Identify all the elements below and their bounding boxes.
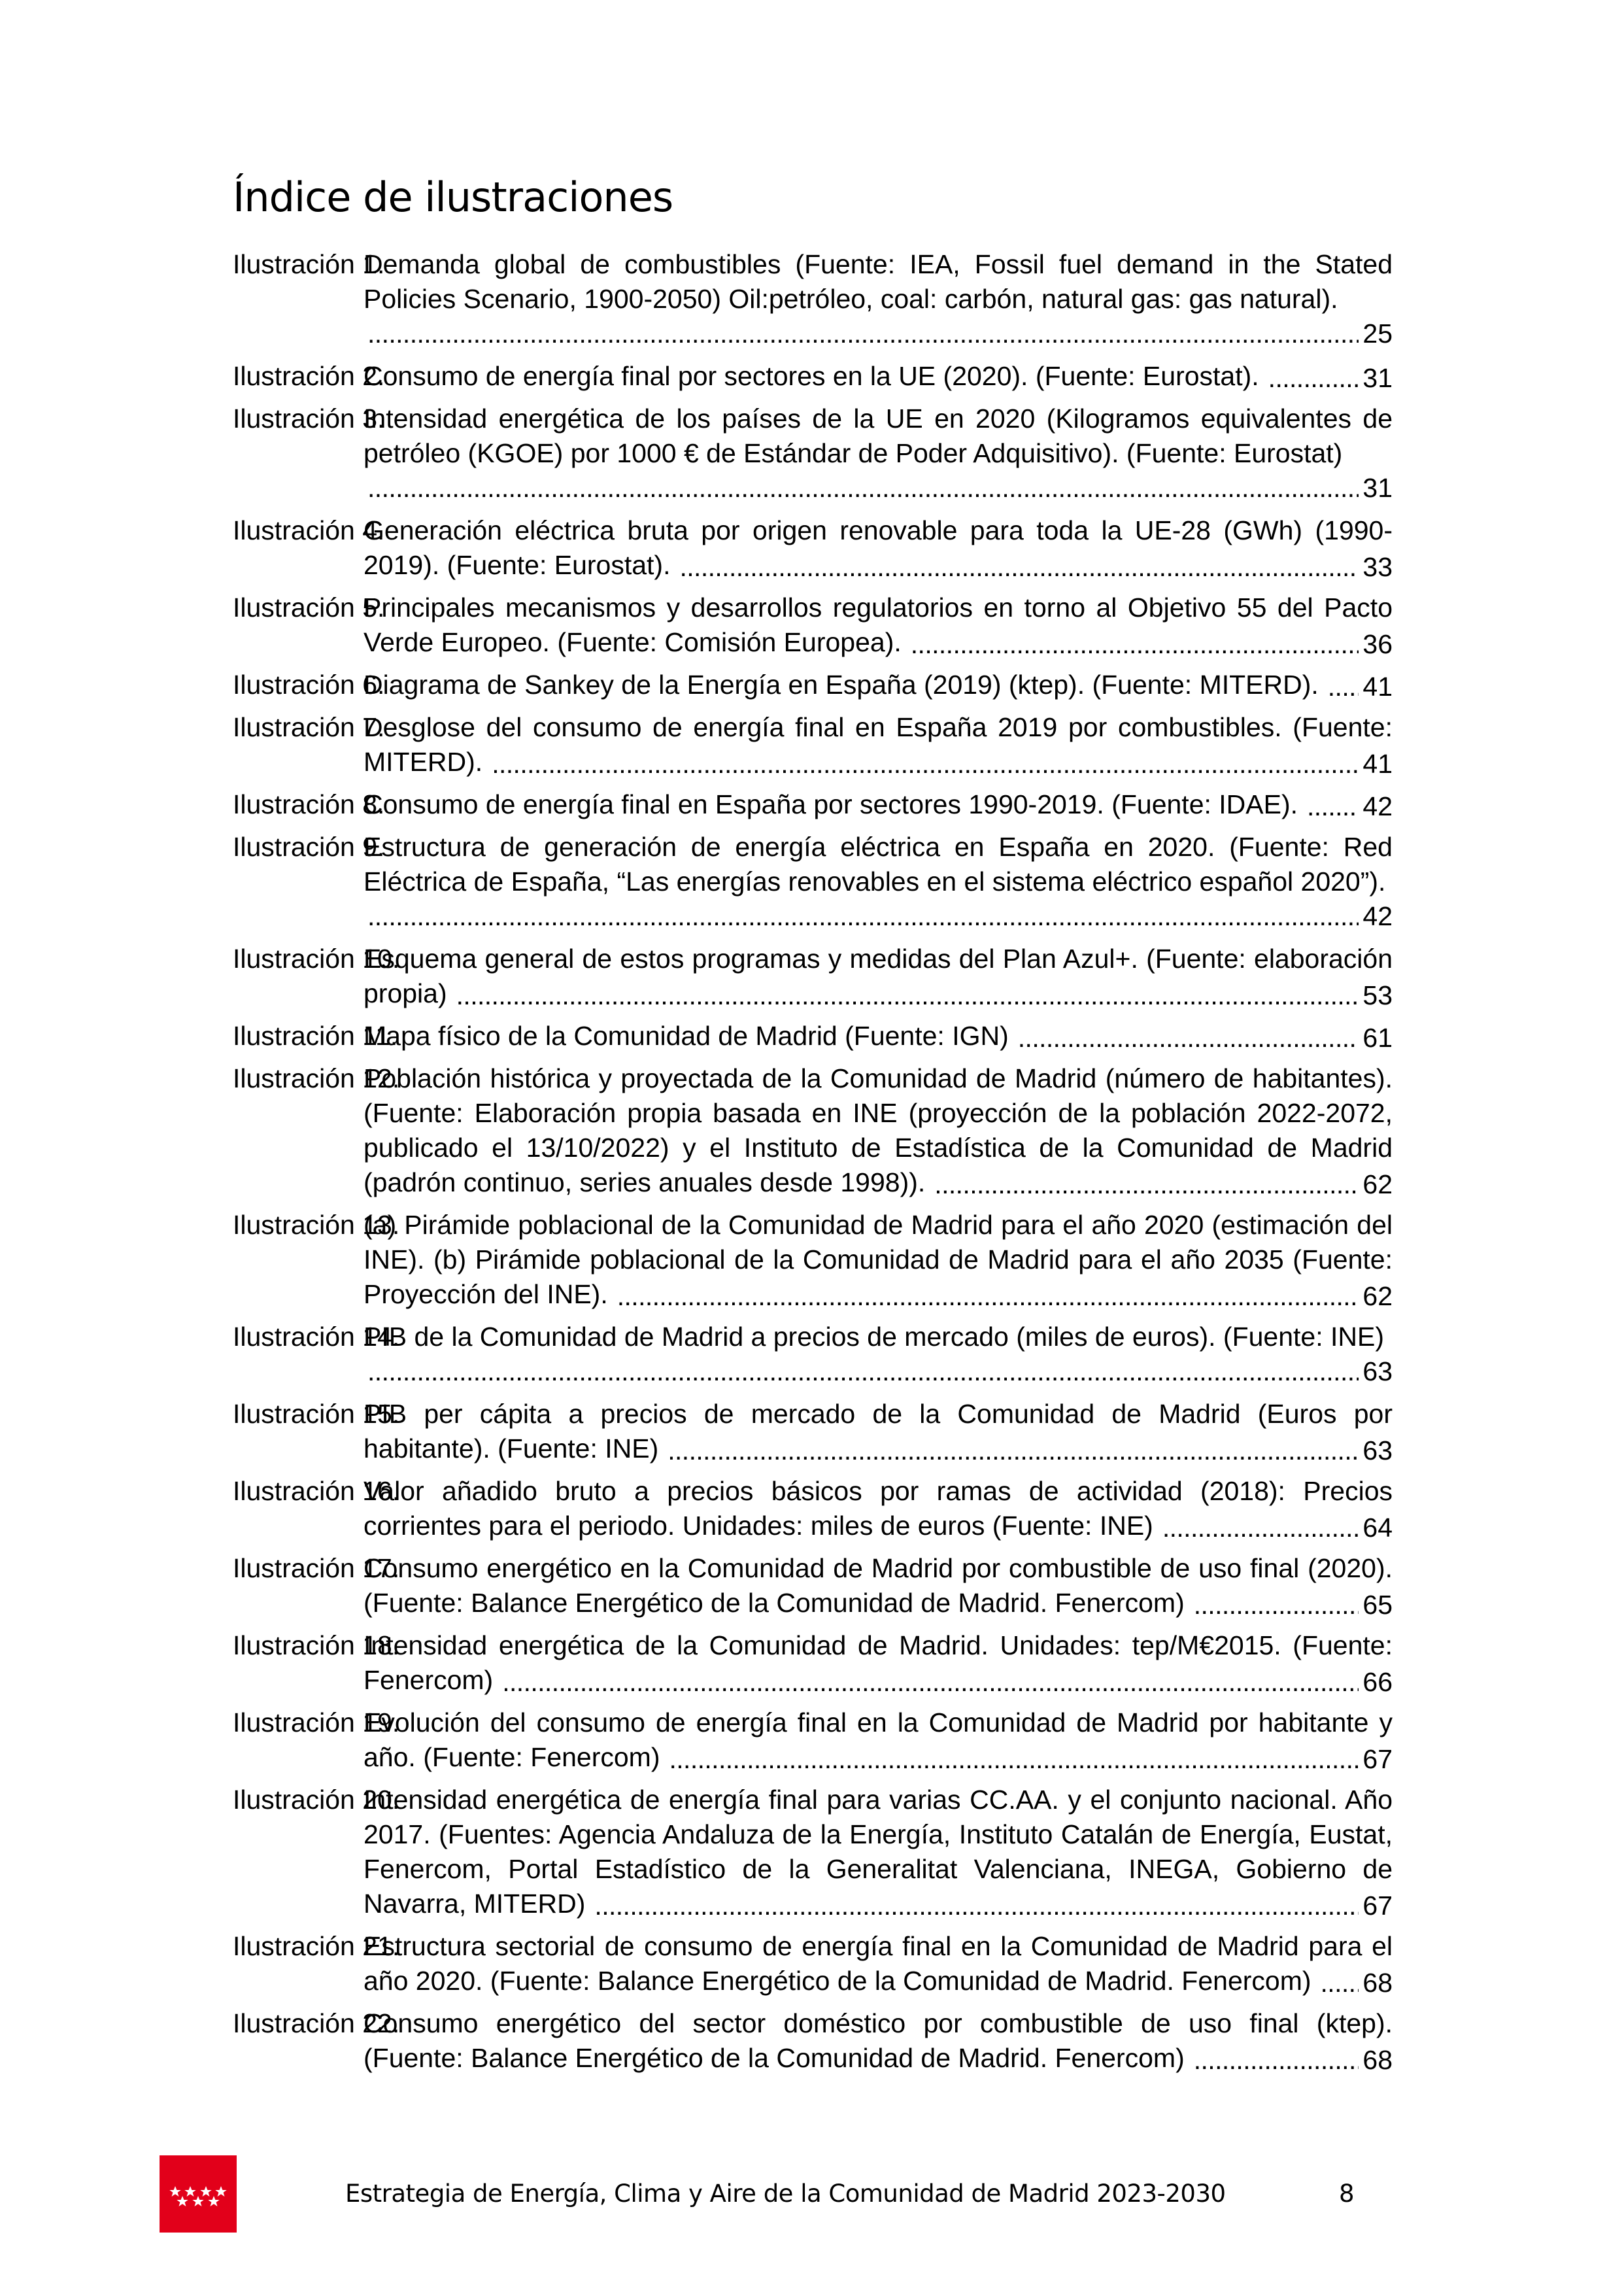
toc-entry[interactable]: [233, 710, 1393, 779]
page-title: Índice de ilustraciones: [233, 173, 673, 221]
dot-leader: [367, 317, 1359, 351]
toc-entry-label: Ilustración 4.: [233, 515, 385, 545]
dot-leader: [367, 471, 1359, 505]
toc-entry-caption: Intensidad energética de los países de la UE en 2020 (Kilogramos equivalentes de petróleo (KGOE) por 1000 € de Estándar de Poder Adquisitivo). (Fuente: Eurostat): [364, 403, 1393, 468]
toc-entry-caption: Intensidad energética de energía final para varias CC.AA. y el conjunto nacional. Año 2017. (Fuentes: Agencia Andaluza de la Energía, Instituto Catalán de Energía, Eustat, Fenercom, Portal Estadístico de la Generalitat Valenciana, INEGA, Gobierno de Navarra, MITERD): [364, 1785, 1393, 1919]
toc-entry-leader-line: [1190, 2043, 1393, 2078]
toc-entry-page: 62: [1362, 1169, 1393, 1199]
dot-leader: [679, 550, 1359, 585]
toc-entry[interactable]: [233, 1628, 1393, 1698]
dot-leader: [1321, 1966, 1359, 2000]
toc-entry-page: 42: [1362, 791, 1393, 821]
toc-entry-caption: Consumo de energía final por sectores en la UE (2020). (Fuente: Eurostat).: [364, 361, 1259, 391]
toc-entry[interactable]: [233, 668, 1393, 702]
toc-entry-text: [364, 1320, 1393, 1354]
toc-entry-page: 33: [1362, 552, 1393, 582]
toc-entry-text: [364, 1929, 1393, 1998]
toc-entry-text: [364, 668, 1393, 702]
toc-entry-label: Ilustración 20.: [233, 1785, 400, 1815]
dot-leader: [934, 1167, 1359, 1202]
toc-entry-leader-line: [364, 471, 1393, 505]
toc-entry-label: Ilustración 1.: [233, 249, 385, 279]
toc-entry-leader-line: [488, 747, 1393, 781]
toc-entry[interactable]: [233, 1551, 1393, 1620]
toc-entry-label: Ilustración 22.: [233, 2008, 400, 2038]
dot-leader: [1194, 1588, 1359, 1622]
toc-entry[interactable]: [233, 1320, 1393, 1389]
toc-entry-caption: Estructura sectorial de consumo de energía final en la Comunidad de Madrid para el año 2020. (Fuente: Balance Energético de la Comunidad de Madrid. Fenercom): [364, 1931, 1393, 1996]
toc-entry-label: Ilustración 18.: [233, 1630, 400, 1660]
dot-leader: [367, 899, 1359, 934]
toc-entry-page: 66: [1362, 1667, 1393, 1697]
toc-entry-label: Ilustración 19.: [233, 1707, 400, 1738]
toc-entry-caption: Población histórica y proyectada de la Comunidad de Madrid (número de habitantes). (Fuente: Elaboración propia basada en INE (proyección de la población 2022-2072, publicado el 13/10/2022) y el Instituto de Estadística de la Comunidad de Madrid (padrón continuo, series anuales desde 1998)).: [364, 1063, 1393, 1197]
toc-entry-page: 68: [1362, 1968, 1393, 1998]
toc-entry-label: Ilustración 10.: [233, 944, 400, 974]
toc-entry-leader-line: [675, 550, 1393, 585]
toc-entry-caption: Principales mecanismos y desarrollos regulatorios en torno al Objetivo 55 del Pacto Verde Europeo. (Fuente: Comisión Europea).: [364, 592, 1393, 657]
toc-entry-caption: (a) Pirámide poblacional de la Comunidad de Madrid para el año 2020 (estimación del INE). (b) Pirámide poblacional de la Comunidad de Madrid para el año 2035 (Fuente: Proyección del INE).: [364, 1210, 1393, 1309]
toc-entry-caption: Intensidad energética de la Comunidad de Madrid. Unidades: tep/M€2015. (Fuente: Fenercom): [364, 1630, 1393, 1695]
toc-entry[interactable]: [233, 942, 1393, 1011]
toc-entry-label: Ilustración 11.: [233, 1021, 398, 1051]
toc-entry-page: 62: [1362, 1281, 1393, 1311]
toc-entry-caption: Diagrama de Sankey de la Energía en España (2019) (ktep). (Fuente: MITERD).: [364, 670, 1319, 700]
toc-entry[interactable]: [233, 2006, 1393, 2076]
toc-entry-leader-line: [1190, 1588, 1393, 1622]
toc-entry[interactable]: [233, 247, 1393, 351]
dot-leader: [1194, 2043, 1359, 2078]
toc-entry-leader-line: [930, 1167, 1393, 1202]
toc-entry-caption: Estructura de generación de energía eléctrica en España en 2020. (Fuente: Red Eléctrica de España, “Las energías renovables en el sistema eléctrico español 2020”).: [364, 832, 1393, 897]
stars-icon: [160, 2155, 237, 2233]
table-of-figures: [233, 247, 1393, 2083]
toc-entry-page: 36: [1362, 629, 1393, 659]
toc-entry-leader-line: [498, 1665, 1393, 1700]
toc-entry-page: 67: [1362, 1891, 1393, 1921]
dot-leader: [617, 1279, 1359, 1314]
toc-entry-leader-line: [364, 899, 1393, 934]
toc-entry-text: [364, 402, 1393, 471]
dot-leader: [594, 1889, 1359, 1923]
toc-entry-caption: Valor añadido bruto a precios básicos por ramas de actividad (2018): Precios corrientes para el periodo. Unidades: miles de euros (Fuente: INE): [364, 1476, 1393, 1541]
toc-entry-label: Ilustración 8.: [233, 789, 385, 819]
toc-entry-page: 42: [1362, 901, 1393, 931]
toc-entry-page: 31: [1362, 473, 1393, 503]
toc-entry-label: Ilustración 12.: [233, 1063, 400, 1093]
dot-leader: [502, 1665, 1359, 1700]
toc-entry-caption: Esquema general de estos programas y medidas del Plan Azul+. (Fuente: elaboración propia): [364, 944, 1393, 1008]
toc-entry-page: 63: [1362, 1356, 1393, 1386]
toc-entry-page: 61: [1362, 1023, 1393, 1053]
toc-entry-leader-line: [364, 317, 1393, 351]
footer-page-number: 8: [1339, 2180, 1355, 2208]
toc-entry-leader-line: [907, 627, 1393, 662]
dot-leader: [492, 747, 1359, 781]
toc-entry-page: 41: [1362, 672, 1393, 702]
toc-entry-page: 41: [1362, 749, 1393, 779]
dot-leader: [911, 627, 1359, 662]
dot-leader: [456, 978, 1359, 1013]
toc-entry-leader-line: [452, 978, 1393, 1013]
toc-entry-text: [364, 247, 1393, 317]
toc-entry-caption: Demanda global de combustibles (Fuente: IEA, Fossil fuel demand in the Stated Policies Scenario, 1900-2050) Oil:petróleo, coal: carbón, natural gas: gas natural).: [364, 249, 1393, 314]
toc-entry[interactable]: [233, 787, 1393, 822]
toc-entry-page: 25: [1362, 318, 1393, 349]
dot-leader: [1307, 789, 1359, 824]
toc-entry-caption: Consumo de energía final en España por sectores 1990-2019. (Fuente: IDAE).: [364, 789, 1298, 819]
toc-entry-text: [364, 359, 1393, 394]
dot-leader: [668, 1433, 1359, 1468]
toc-entry-page: 63: [1362, 1435, 1393, 1465]
toc-entry-caption: Evolución del consumo de energía final en la Comunidad de Madrid por habitante y año. (Fuente: Fenercom): [364, 1707, 1393, 1772]
toc-entry-caption: PIB de la Comunidad de Madrid a precios de mercado (miles de euros). (Fuente: INE): [364, 1322, 1385, 1352]
toc-entry-label: Ilustración 16.: [233, 1476, 400, 1506]
toc-entry[interactable]: [233, 359, 1393, 394]
toc-entry-caption: PIB per cápita a precios de mercado de la Comunidad de Madrid (Euros por habitante). (Fuente: INE): [364, 1399, 1393, 1464]
toc-entry-caption: Generación eléctrica bruta por origen renovable para toda la UE-28 (GWh) (1990-2019). (Fuente: Eurostat).: [364, 515, 1393, 580]
dot-leader: [1018, 1021, 1359, 1055]
toc-entry-leader-line: [1324, 670, 1393, 704]
toc-entry-leader-line: [364, 1354, 1393, 1389]
toc-entry-leader-line: [613, 1279, 1393, 1314]
toc-entry-label: Ilustración 3.: [233, 403, 385, 434]
dot-leader: [1162, 1511, 1359, 1545]
toc-entry[interactable]: [233, 1705, 1393, 1775]
toc-entry-leader-line: [1303, 789, 1393, 824]
toc-entry[interactable]: [233, 1474, 1393, 1543]
toc-entry-caption: Consumo energético del sector doméstico por combustible de uso final (ktep). (Fuente: Balance Energético de la Comunidad de Madrid. Fenercom): [364, 2008, 1393, 2073]
toc-entry-caption: Desglose del consumo de energía final en España 2019 por combustibles. (Fuente: MITERD).: [364, 712, 1393, 777]
toc-entry-leader-line: [1159, 1511, 1393, 1545]
toc-entry-label: Ilustración 5.: [233, 592, 385, 623]
toc-entry[interactable]: [233, 1929, 1393, 1998]
footer-document-title: Estrategia de Energía, Clima y Aire de la Comunidad de Madrid 2023-2030: [345, 2180, 1226, 2208]
comunidad-de-madrid-logo: [160, 2155, 237, 2233]
toc-entry-leader-line: [1264, 361, 1393, 396]
toc-entry-label: Ilustración 21.: [233, 1931, 400, 1961]
toc-entry-text: [364, 787, 1393, 822]
toc-entry-label: Ilustración 9.: [233, 832, 385, 862]
toc-entry-label: Ilustración 15.: [233, 1399, 400, 1429]
toc-entry-page: 68: [1362, 2045, 1393, 2075]
dot-leader: [1268, 361, 1359, 396]
toc-entry[interactable]: [233, 591, 1393, 660]
toc-entry-text: [364, 830, 1393, 899]
toc-entry[interactable]: [233, 513, 1393, 583]
dot-leader: [669, 1742, 1359, 1777]
toc-entry-leader-line: [664, 1433, 1393, 1468]
toc-entry-leader-line: [1317, 1966, 1393, 2000]
toc-entry-label: Ilustración 17.: [233, 1553, 400, 1583]
toc-entry-leader-line: [590, 1889, 1393, 1923]
dot-leader: [1328, 670, 1359, 704]
toc-entry-leader-line: [1014, 1021, 1393, 1055]
toc-entry-page: 67: [1362, 1744, 1393, 1774]
toc-entry[interactable]: [233, 1061, 1393, 1200]
toc-entry-leader-line: [665, 1742, 1393, 1777]
toc-entry-page: 53: [1362, 980, 1393, 1010]
toc-entry-label: Ilustración 13.: [233, 1210, 400, 1240]
toc-entry-label: Ilustración 6.: [233, 670, 385, 700]
toc-entry-page: 64: [1362, 1513, 1393, 1543]
toc-entry-label: Ilustración 14.: [233, 1322, 400, 1352]
toc-entry[interactable]: [233, 1397, 1393, 1466]
toc-entry-caption: Consumo energético en la Comunidad de Madrid por combustible de uso final (2020). (Fuente: Balance Energético de la Comunidad de Madrid. Fenercom): [364, 1553, 1393, 1618]
toc-entry[interactable]: [233, 830, 1393, 934]
toc-entry-page: 65: [1362, 1590, 1393, 1620]
toc-entry-caption: Mapa físico de la Comunidad de Madrid (Fuente: IGN): [364, 1021, 1009, 1051]
toc-entry[interactable]: [233, 402, 1393, 505]
toc-entry[interactable]: [233, 1019, 1393, 1053]
dot-leader: [367, 1354, 1359, 1389]
toc-entry-label: Ilustración 7.: [233, 712, 385, 742]
toc-entry[interactable]: [233, 1783, 1393, 1921]
toc-entry-label: Ilustración 2.: [233, 361, 385, 391]
toc-entry-page: 31: [1362, 363, 1393, 393]
toc-entry[interactable]: [233, 1208, 1393, 1312]
